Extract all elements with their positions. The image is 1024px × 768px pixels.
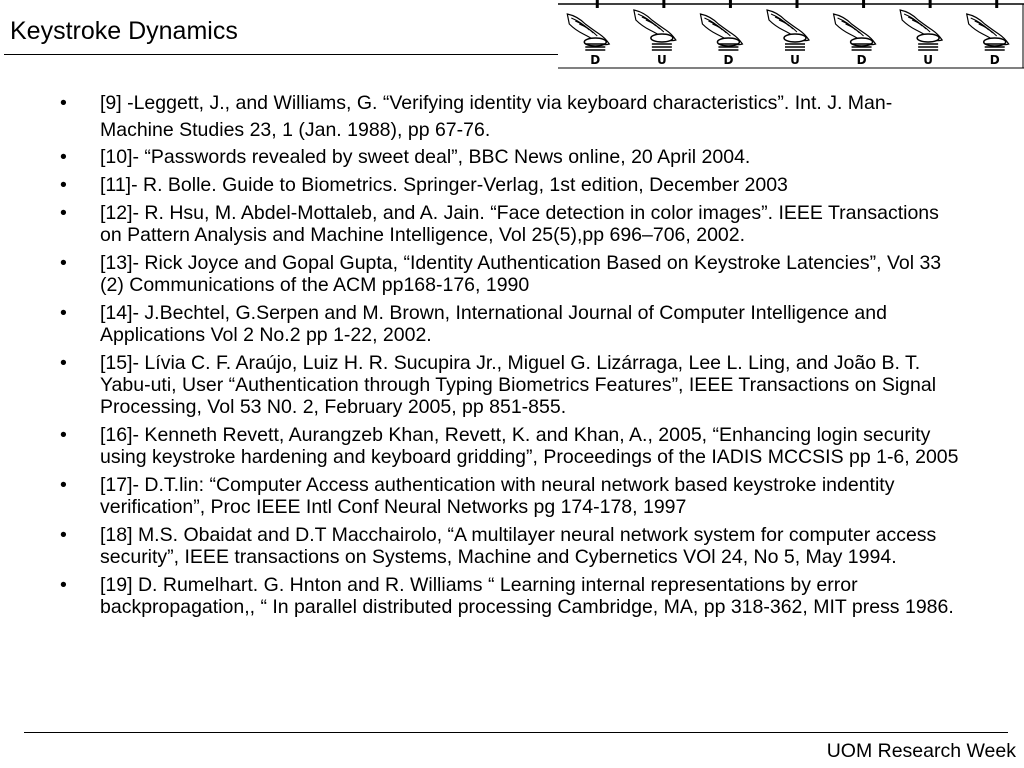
reference-text: [11]- R. Bolle. Guide to Biometrics. Springer-Verlag, 1st edition, December 2003 (100, 174, 788, 196)
title-divider (4, 54, 558, 55)
key-state-label: D (723, 53, 734, 67)
key-state-label: U (656, 53, 667, 67)
reference-text: [13]- Rick Joyce and Gopal Gupta, “Identity Authentication Based on Keystroke Latencies”, Vol 33 (2) Communications of the ACM pp168-176, 1990 (100, 252, 942, 296)
bullet: • (60, 92, 67, 114)
reference-item (60, 174, 964, 196)
key-state-label: D (989, 53, 1000, 67)
reference-item (60, 90, 964, 144)
bullet: • (60, 352, 67, 374)
footer-divider (24, 732, 1008, 733)
reference-item (60, 202, 964, 246)
slide-title: Keystroke Dynamics (10, 17, 238, 45)
key-state-label: U (923, 53, 934, 67)
reference-list (60, 90, 964, 624)
reference-text: [10]- “Passwords revealed by sweet deal”, BBC News online, 20 April 2004. (100, 146, 751, 168)
bullet: • (60, 252, 67, 274)
footer-label: UOM Research Week (826, 740, 1016, 762)
bullet: • (60, 474, 67, 496)
reference-item (60, 252, 964, 296)
reference-item (60, 524, 964, 568)
bullet: • (60, 302, 67, 324)
key-state-label: D (856, 53, 867, 67)
reference-text: [16]- Kenneth Revett, Aurangzeb Khan, Revett, K. and Khan, A., 2005, “Enhancing login security using keystroke hardening and keyboard gridding”, Proceedings of the IADIS MCCSIS pp 1-6, 2005 (100, 424, 959, 468)
reference-text: [15]- Lívia C. F. Araújo, Luiz H. R. Sucupira Jr., Miguel G. Lizárraga, Lee L. Ling, and João B. T. Yabu-uti, User “Authentication through Typing Biometrics Features”, IEEE Transactions on Signal Processing, Vol 53 N0. 2, February 2005, pp 851-855. (100, 352, 937, 418)
key-state-label: D (590, 53, 601, 67)
reference-text: [19] D. Rumelhart. G. Hnton and R. Williams “ Learning internal representations by error backpropagation,, “ In parallel distributed processing Cambridge, MA, pp 318-362, MIT press 1986. (100, 574, 954, 618)
reference-item (60, 146, 964, 168)
reference-item (60, 352, 964, 418)
reference-text: [14]- J.Bechtel, G.Serpen and M. Brown, International Journal of Computer Intelligence and Applications Vol 2 No.2 pp 1-22, 2002. (100, 302, 887, 346)
reference-item (60, 424, 964, 468)
reference-item (60, 574, 964, 618)
key-state-label: U (790, 53, 800, 67)
reference-text: [17]- D.T.lin: “Computer Access authentication with neural network based keystroke indentity verification”, Proc IEEE Intl Conf Neural Networks pg 174-178, 1997 (100, 474, 895, 518)
bullet: • (60, 524, 67, 546)
bullet: • (60, 424, 67, 446)
reference-text: [12]- R. Hsu, M. Abdel-Mottaleb, and A. Jain. “Face detection in color images”. IEEE Transactions on Pattern Analysis and Machine Intelligence, Vol 25(5),pp 696–706, 2002. (100, 202, 939, 246)
reference-text: [18] M.S. Obaidat and D.T Macchairolo, “A multilayer neural network system for computer access security”, IEEE transactions on Systems, Machine and Cybernetics VOl 24, No 5, May 1994. (100, 524, 937, 568)
reference-item (60, 474, 964, 518)
bullet: • (60, 574, 67, 596)
bullet: • (60, 146, 67, 168)
bullet: • (60, 174, 67, 196)
bullet: • (60, 202, 67, 224)
reference-item (60, 302, 964, 346)
keystroke-banner (558, 0, 1024, 70)
reference-text: [9] -Leggett, J., and Williams, G. “Verifying identity via keyboard characteristics”. Int. J. Man-Machine Studies 23, 1 (Jan. 1988), pp 67-76. (100, 92, 893, 141)
